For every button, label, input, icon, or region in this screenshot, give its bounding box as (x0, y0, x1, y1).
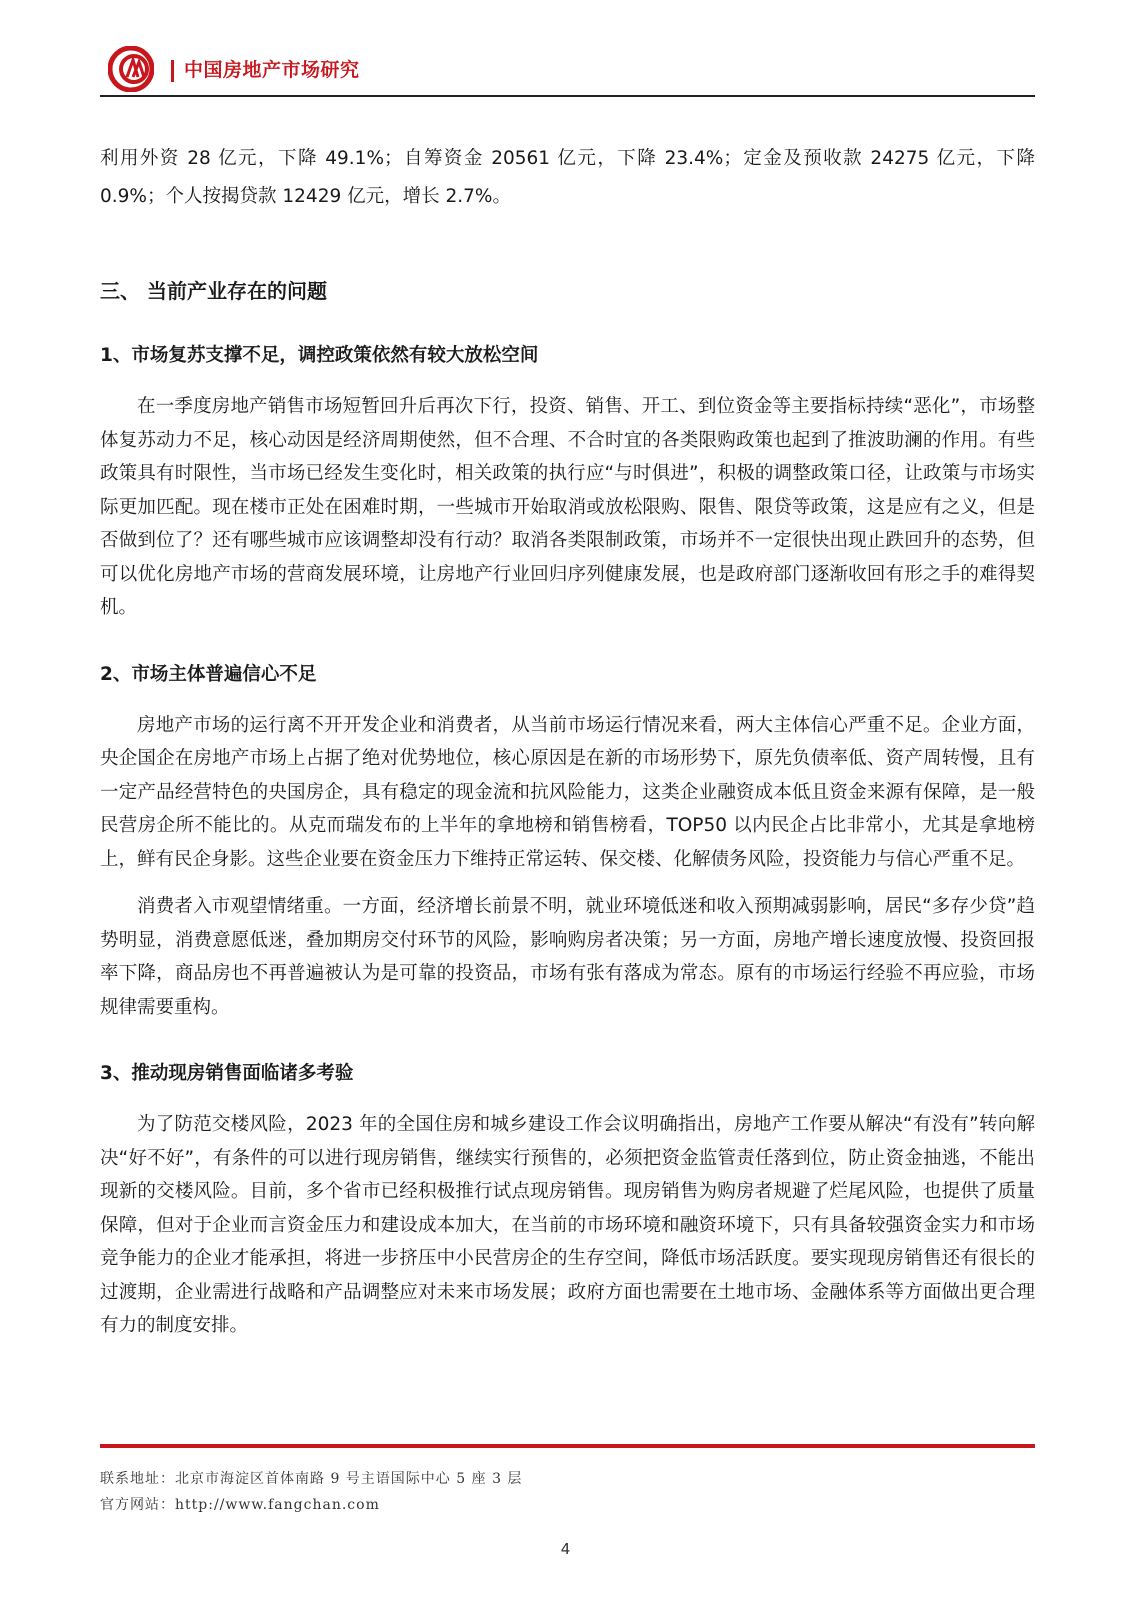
subsection-2-paragraph-2: 消费者入市观望情绪重。一方面，经济增长前景不明，就业环境低迷和收入预期减弱影响，居民“多存少贷”趋势明显，消费意愿低迷，叠加期房交付环节的风险，影响购房者决策；另一方面，房地产增长速度放慢、投资回报率下降，商品房也不再普遍被认为是可靠的投资品，市场有张有落成为常态。原有的市场运行经验不再应验，市场规律需要重构。 (100, 896, 1035, 1018)
header-divider (171, 60, 174, 82)
subsection-title-2: 2、市场主体普遍信心不足 (100, 663, 317, 685)
subsection-2-paragraph-1: 房地产市场的运行离不开开发企业和消费者，从当前市场运行情况来看，两大主体信心严重不足。企业方面，央企国企在房地产市场上占据了绝对优势地位，核心原因是在新的市场形势下，原先负债率低、资产周转慢，且有一定产品经营特色的央国房企，具有稳定的现金流和抗风险能力，这类企业融资成本低且资金来源有保障，是一般民营房企所不能比的。从克而瑞发布的上半年的拿地榜和销售榜看，TOP50 以内民企占比非常小，尤其是拿地榜上，鲜有民企身影。这些企业要在资金压力下维持正常运转、保交楼、化解债务风险，投资能力与信心严重不足。 (100, 714, 1035, 870)
subsection-3-paragraph: 为了防范交楼风险，2023 年的全国住房和城乡建设工作会议明确指出，房地产工作要从解决“有没有”转向解决“好不好”，有条件的可以进行现房销售，继续实行预售的，必须把资金监管责任落到位，防止资金抽逃，不能出现新的交楼风险。目前，多个省市已经积极推行试点现房销售。现房销售为购房者规避了烂尾风险，也提供了质量保障，但对于企业而言资金压力和建设成本加大，在当前的市场环境和融资环境下，只有具备较强资金实力和市场竞争能力的企业才能承担，将进一步挤压中小民营房企的生存空间，降低市场活跃度。要实现现房销售还有很长的过渡期，企业需进行战略和产品调整应对未来市场发展；政府方面也需要在土地市场、金融体系等方面做出更合理有力的制度安排。 (100, 1114, 1035, 1336)
subsection-1-paragraph: 在一季度房地产销售市场短暂回升后再次下行，投资、销售、开工、到位资金等主要指标持续“恶化”，市场整体复苏动力不足，核心动因是经济周期使然，但不合理、不合时宜的各类限购政策也起到了推波助澜的作用。有些政策具有时限性，当市场已经发生变化时，相关政策的执行应“与时俱进”，积极的调整政策口径，让政策与市场实际更加匹配。现在楼市正处在困难时期，一些城市开始取消或放松限购、限售、限贷等政策，这是应有之义，但是否做到位了？还有哪些城市应该调整却没有行动？取消各类限制政策，市场并不一定很快出现止跌回升的态势，但可以优化房地产市场的营商发展环境，让房地产行业回归序列健康发展，也是政府部门逐渐收回有形之手的难得契机。 (100, 396, 1035, 618)
header-rule (100, 95, 1035, 97)
footer-rule (100, 1444, 1035, 1448)
header-title: 中国房地产市场研究 (184, 59, 360, 81)
subsection-title-1: 1、市场复苏支撑不足，调控政策依然有较大放松空间 (100, 345, 539, 366)
page-content (100, 140, 1035, 1343)
intro-paragraph: 利用外资 28 亿元，下降 49.1%；自筹资金 20561 亿元，下降 23.4%；定金及预收款 24275 亿元，下降 0.9%；个人按揭贷款 12429 亿元，增长 2.7%。 (100, 148, 1035, 207)
footer-website: 官方网站：http://www.fangchan.com (100, 1497, 380, 1513)
footer-address: 联系地址：北京市海淀区首体南路 9 号主语国际中心 5 座 3 层 (100, 1471, 523, 1487)
section-title: 三、 当前产业存在的问题 (100, 279, 327, 303)
subsection-title-3: 3、推动现房销售面临诸多考验 (100, 1063, 354, 1084)
company-logo-icon (108, 46, 154, 92)
page-header (100, 38, 1035, 98)
page-number: 4 (560, 1540, 571, 1558)
